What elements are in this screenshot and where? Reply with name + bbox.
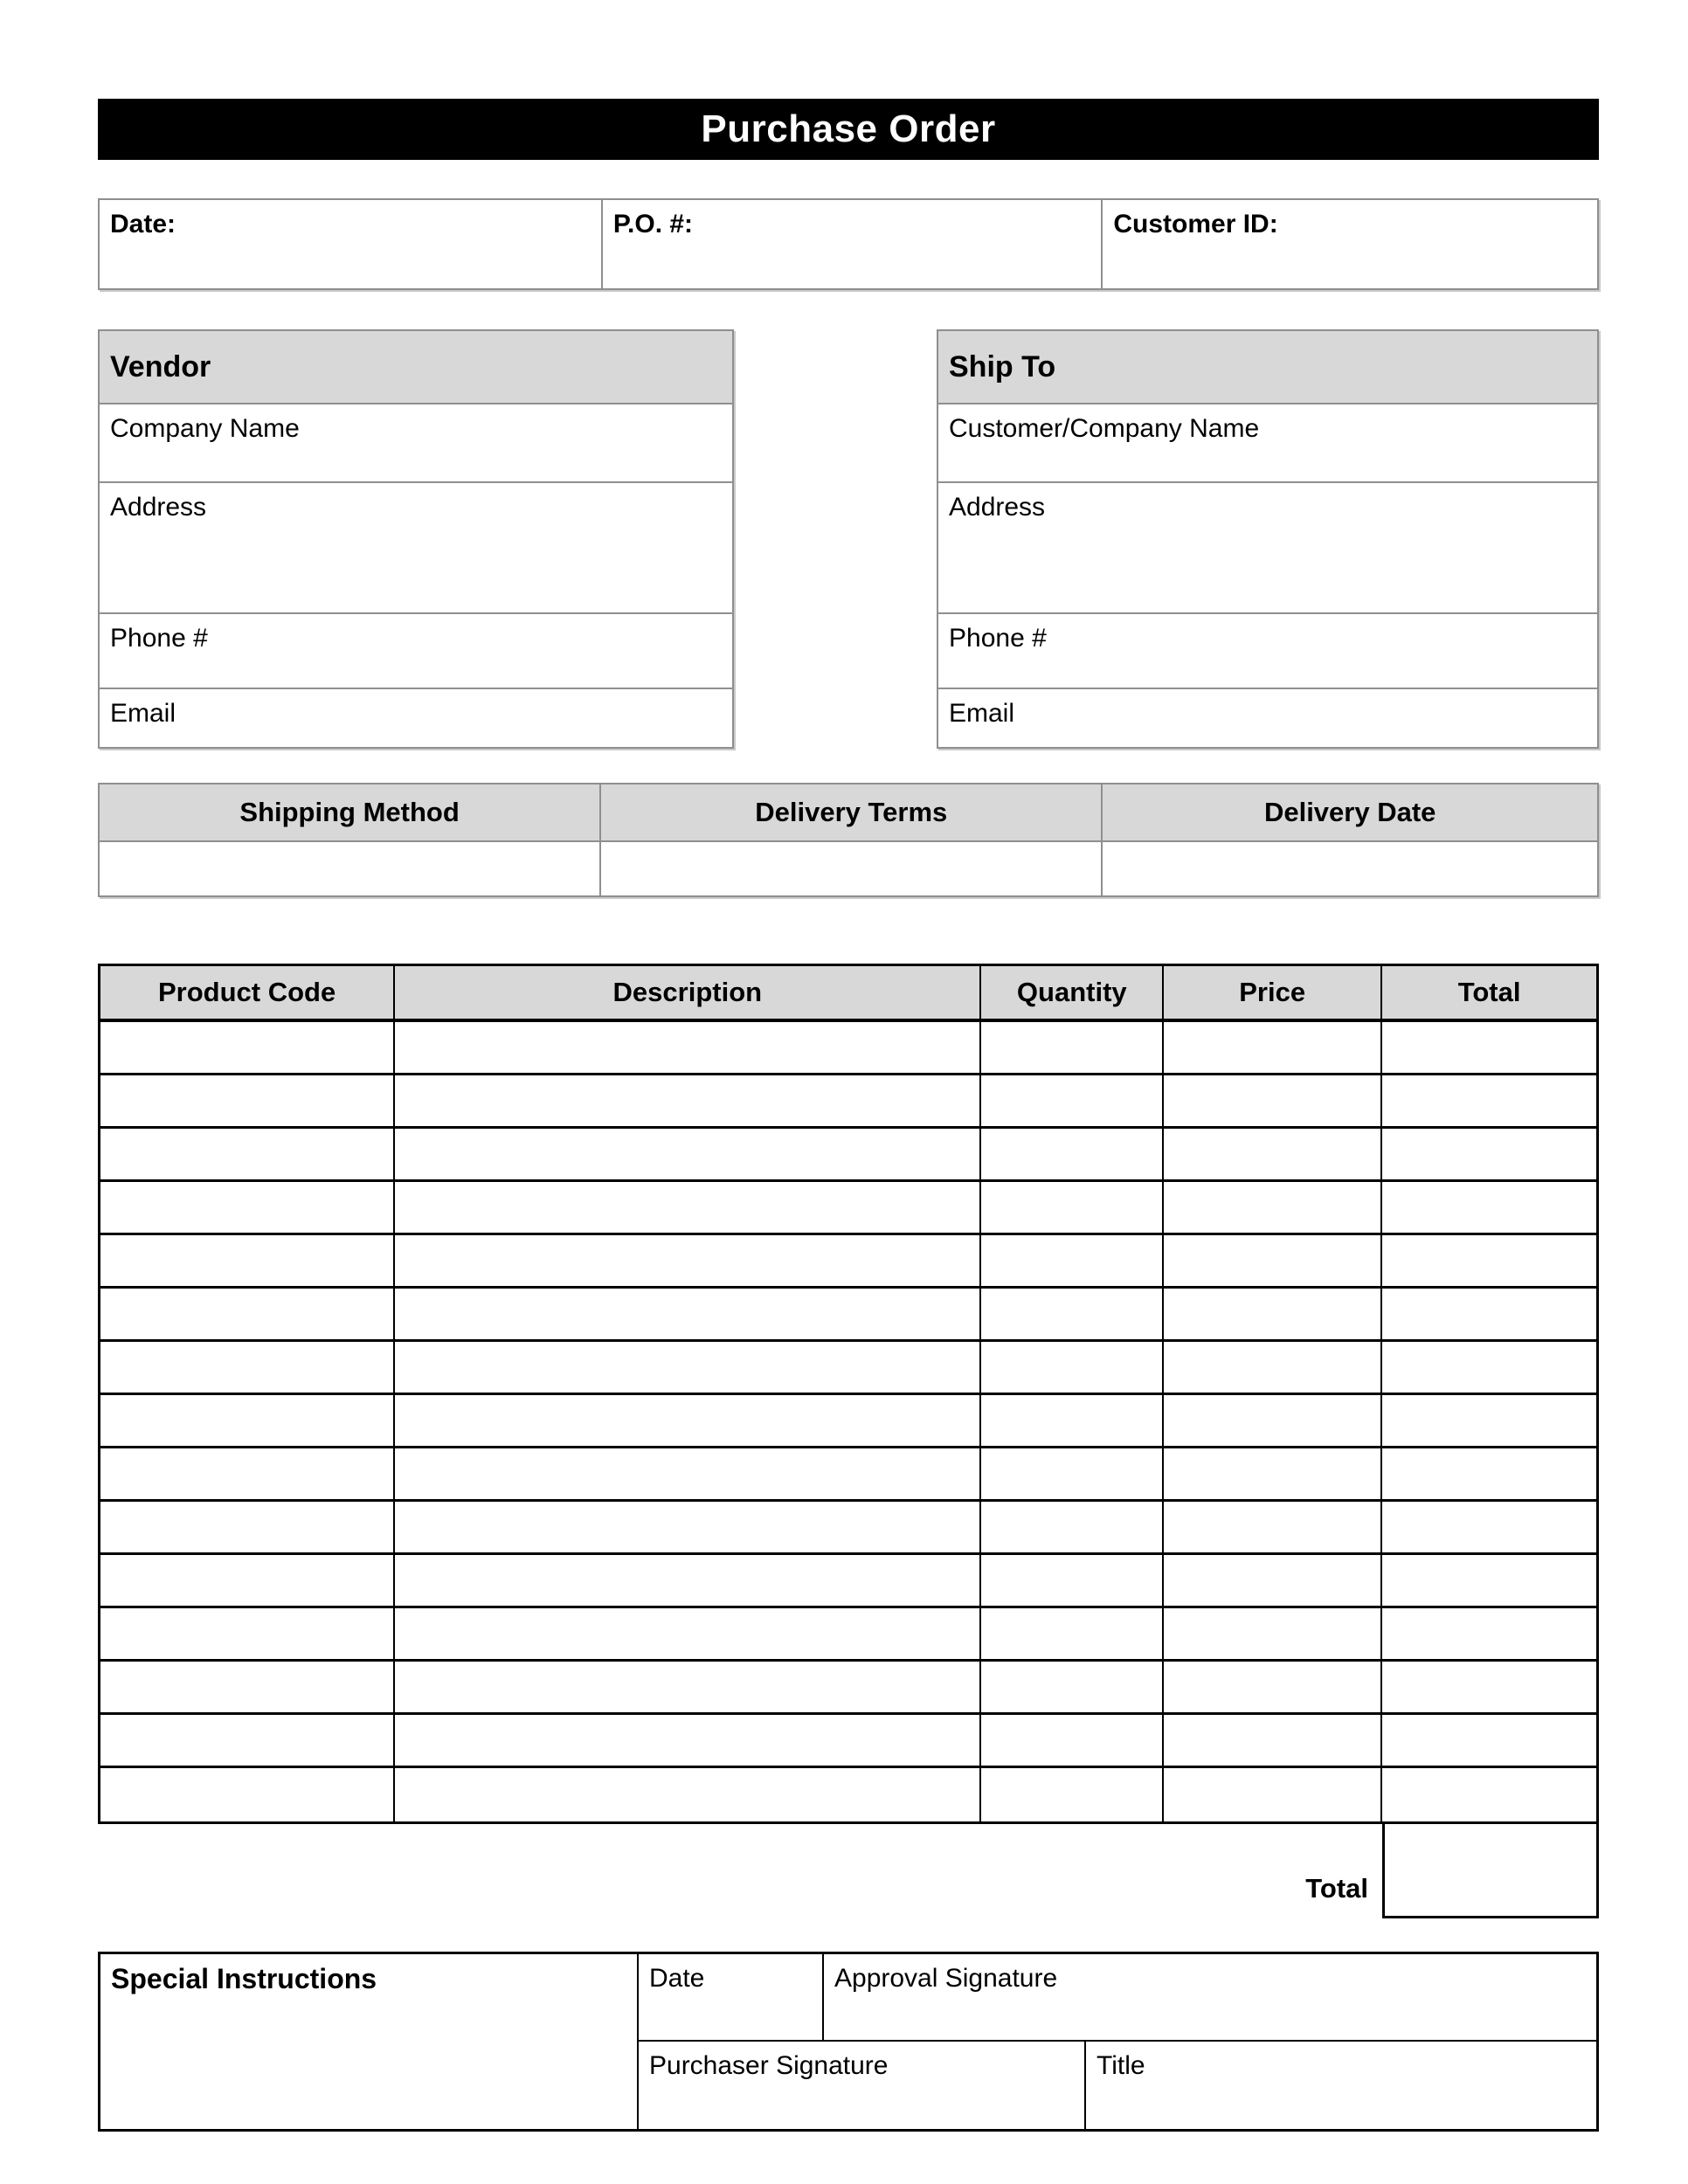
product-cell-code[interactable] bbox=[100, 1022, 395, 1073]
delivery-terms-header: Delivery Terms bbox=[601, 784, 1103, 840]
ship-to-phone-cell[interactable] bbox=[938, 614, 1597, 689]
product-cell-price[interactable] bbox=[1164, 1715, 1382, 1766]
ship-to-email-cell[interactable] bbox=[938, 689, 1597, 747]
product-cell-total[interactable] bbox=[1382, 1235, 1596, 1286]
product-row bbox=[100, 1129, 1596, 1182]
product-cell-code[interactable] bbox=[100, 1448, 395, 1499]
signature-right-section bbox=[639, 1954, 1596, 2129]
product-row bbox=[100, 1235, 1596, 1289]
date-field-cell[interactable] bbox=[100, 200, 603, 288]
product-cell-total[interactable] bbox=[1382, 1342, 1596, 1393]
approval-signature-label: Approval Signature bbox=[834, 1964, 1058, 1993]
ship-to-section-header: Ship To bbox=[938, 331, 1597, 404]
product-cell-code[interactable] bbox=[100, 1075, 395, 1126]
delivery-date-value-cell[interactable] bbox=[1103, 842, 1597, 895]
po-number-field-cell[interactable] bbox=[603, 200, 1103, 288]
product-cell-description[interactable] bbox=[395, 1502, 981, 1552]
product-cell-code[interactable] bbox=[100, 1182, 395, 1233]
product-row bbox=[100, 1715, 1596, 1768]
product-row bbox=[100, 1075, 1596, 1129]
product-cell-code[interactable] bbox=[100, 1289, 395, 1339]
product-cell-description[interactable] bbox=[395, 1235, 981, 1286]
product-cell-quantity[interactable] bbox=[981, 1342, 1164, 1393]
product-cell-price[interactable] bbox=[1164, 1289, 1382, 1339]
product-cell-total[interactable] bbox=[1382, 1662, 1596, 1712]
product-cell-description[interactable] bbox=[395, 1395, 981, 1446]
product-cell-quantity[interactable] bbox=[981, 1395, 1164, 1446]
product-cell-quantity[interactable] bbox=[981, 1448, 1164, 1499]
shipping-header-row bbox=[100, 784, 1597, 842]
product-cell-total[interactable] bbox=[1382, 1182, 1596, 1233]
special-instructions-cell[interactable] bbox=[100, 1954, 639, 2129]
product-row bbox=[100, 1395, 1596, 1448]
product-rows bbox=[100, 1022, 1596, 1821]
ship-to-company-name-cell[interactable] bbox=[938, 404, 1597, 483]
product-cell-description[interactable] bbox=[395, 1022, 981, 1073]
product-header-row bbox=[100, 966, 1596, 1022]
product-cell-quantity[interactable] bbox=[981, 1129, 1164, 1179]
title-label: Title bbox=[1097, 2051, 1145, 2080]
ship-to-phone-label: Phone # bbox=[949, 624, 1047, 653]
product-cell-quantity[interactable] bbox=[981, 1182, 1164, 1233]
vendor-address-cell[interactable] bbox=[100, 483, 732, 614]
product-cell-description[interactable] bbox=[395, 1715, 981, 1766]
product-table bbox=[98, 964, 1599, 1824]
grand-total-value-cell[interactable] bbox=[1382, 1824, 1599, 1918]
product-cell-price[interactable] bbox=[1164, 1555, 1382, 1606]
product-cell-price[interactable] bbox=[1164, 1395, 1382, 1446]
product-cell-quantity[interactable] bbox=[981, 1715, 1164, 1766]
customer-id-label: Customer ID: bbox=[1113, 210, 1278, 238]
product-cell-code[interactable] bbox=[100, 1502, 395, 1552]
product-cell-total[interactable] bbox=[1382, 1768, 1596, 1821]
product-cell-price[interactable] bbox=[1164, 1182, 1382, 1233]
product-cell-price[interactable] bbox=[1164, 1075, 1382, 1126]
vendor-email-label: Email bbox=[110, 699, 176, 728]
product-cell-quantity[interactable] bbox=[981, 1608, 1164, 1659]
po-number-label: P.O. #: bbox=[612, 210, 694, 238]
ship-to-company-name-label: Customer/Company Name bbox=[949, 414, 1260, 443]
product-cell-total[interactable] bbox=[1382, 1448, 1596, 1499]
product-row bbox=[100, 1502, 1596, 1555]
product-cell-code[interactable] bbox=[100, 1342, 395, 1393]
delivery-date-header: Delivery Date bbox=[1103, 784, 1597, 840]
vendor-phone-cell[interactable] bbox=[100, 614, 732, 689]
quantity-header: Quantity bbox=[981, 966, 1164, 1019]
shipping-method-header: Shipping Method bbox=[100, 784, 601, 840]
product-code-header: Product Code bbox=[100, 966, 395, 1019]
vendor-address-label: Address bbox=[110, 493, 207, 522]
product-cell-description[interactable] bbox=[395, 1129, 981, 1179]
product-cell-quantity[interactable] bbox=[981, 1662, 1164, 1712]
product-row bbox=[100, 1182, 1596, 1235]
ship-to-address-cell[interactable] bbox=[938, 483, 1597, 614]
product-cell-code[interactable] bbox=[100, 1768, 395, 1821]
product-row bbox=[100, 1289, 1596, 1342]
product-cell-code[interactable] bbox=[100, 1608, 395, 1659]
vendor-section-header: Vendor bbox=[100, 331, 732, 404]
product-row bbox=[100, 1608, 1596, 1662]
vendor-company-name-label: Company Name bbox=[110, 414, 300, 443]
vendor-phone-label: Phone # bbox=[110, 624, 208, 653]
product-cell-price[interactable] bbox=[1164, 1129, 1382, 1179]
signature-date-label: Date bbox=[649, 1964, 705, 1993]
product-cell-price[interactable] bbox=[1164, 1342, 1382, 1393]
product-cell-price[interactable] bbox=[1164, 1502, 1382, 1552]
product-row bbox=[100, 1662, 1596, 1715]
customer-id-field-cell[interactable] bbox=[1103, 200, 1597, 288]
date-label: Date: bbox=[110, 210, 176, 238]
product-cell-code[interactable] bbox=[100, 1715, 395, 1766]
product-cell-quantity[interactable] bbox=[981, 1022, 1164, 1073]
ship-to-address-label: Address bbox=[949, 493, 1046, 522]
product-cell-description[interactable] bbox=[395, 1768, 981, 1821]
ship-to-table bbox=[937, 329, 1599, 749]
product-cell-total[interactable] bbox=[1382, 1289, 1596, 1339]
product-cell-quantity[interactable] bbox=[981, 1768, 1164, 1821]
product-cell-quantity[interactable] bbox=[981, 1555, 1164, 1606]
product-row bbox=[100, 1022, 1596, 1075]
product-cell-price[interactable] bbox=[1164, 1768, 1382, 1821]
product-cell-total[interactable] bbox=[1382, 1555, 1596, 1606]
page-title: Purchase Order bbox=[98, 99, 1599, 160]
product-cell-description[interactable] bbox=[395, 1289, 981, 1339]
product-cell-total[interactable] bbox=[1382, 1608, 1596, 1659]
product-cell-code[interactable] bbox=[100, 1555, 395, 1606]
product-row bbox=[100, 1555, 1596, 1608]
product-cell-code[interactable] bbox=[100, 1662, 395, 1712]
product-cell-price[interactable] bbox=[1164, 1022, 1382, 1073]
product-cell-price[interactable] bbox=[1164, 1448, 1382, 1499]
info-row bbox=[100, 200, 1597, 288]
delivery-terms-value-cell[interactable] bbox=[601, 842, 1103, 895]
purchaser-signature-label: Purchaser Signature bbox=[649, 2051, 889, 2080]
product-cell-total[interactable] bbox=[1382, 1022, 1596, 1073]
product-row bbox=[100, 1768, 1596, 1821]
ship-to-email-label: Email bbox=[949, 699, 1015, 728]
product-cell-description[interactable] bbox=[395, 1662, 981, 1712]
product-cell-description[interactable] bbox=[395, 1075, 981, 1126]
vendor-email-cell[interactable] bbox=[100, 689, 732, 747]
product-row bbox=[100, 1448, 1596, 1502]
product-cell-quantity[interactable] bbox=[981, 1289, 1164, 1339]
description-header: Description bbox=[395, 966, 981, 1019]
product-cell-quantity[interactable] bbox=[981, 1502, 1164, 1552]
grand-total-label: Total bbox=[1305, 1873, 1368, 1904]
product-cell-code[interactable] bbox=[100, 1235, 395, 1286]
product-cell-description[interactable] bbox=[395, 1342, 981, 1393]
vendor-company-name-cell[interactable] bbox=[100, 404, 732, 483]
product-cell-description[interactable] bbox=[395, 1448, 981, 1499]
product-cell-total[interactable] bbox=[1382, 1715, 1596, 1766]
total-header: Total bbox=[1457, 977, 1521, 1007]
signature-bottom-row bbox=[639, 2042, 1596, 2129]
info-table bbox=[98, 198, 1599, 290]
signature-box bbox=[98, 1952, 1599, 2132]
shipping-table bbox=[98, 783, 1599, 897]
product-row bbox=[100, 1342, 1596, 1395]
product-cell-description[interactable] bbox=[395, 1608, 981, 1659]
product-cell-price[interactable] bbox=[1164, 1662, 1382, 1712]
approval-signature-cell[interactable] bbox=[824, 1954, 1596, 2040]
purchaser-signature-cell[interactable] bbox=[639, 2042, 1086, 2129]
product-cell-total[interactable] bbox=[1382, 1395, 1596, 1446]
product-cell-description[interactable] bbox=[395, 1555, 981, 1606]
product-cell-total[interactable] bbox=[1382, 1075, 1596, 1126]
signature-top-row bbox=[639, 1954, 1596, 2042]
product-cell-price[interactable] bbox=[1164, 1608, 1382, 1659]
product-cell-quantity[interactable] bbox=[981, 1235, 1164, 1286]
shipping-method-value-cell[interactable] bbox=[100, 842, 601, 895]
signature-date-cell[interactable] bbox=[639, 1954, 824, 2040]
price-header: Price bbox=[1164, 966, 1382, 1019]
shipping-value-row bbox=[100, 842, 1597, 895]
product-cell-code[interactable] bbox=[100, 1129, 395, 1179]
vendor-table bbox=[98, 329, 734, 749]
product-cell-description[interactable] bbox=[395, 1182, 981, 1233]
product-cell-price[interactable] bbox=[1164, 1235, 1382, 1286]
product-cell-total[interactable] bbox=[1382, 1502, 1596, 1552]
product-cell-total[interactable] bbox=[1382, 1129, 1596, 1179]
product-cell-quantity[interactable] bbox=[981, 1075, 1164, 1126]
title-cell[interactable] bbox=[1086, 2042, 1596, 2129]
special-instructions-label: Special Instructions bbox=[111, 1963, 377, 1994]
product-cell-code[interactable] bbox=[100, 1395, 395, 1446]
